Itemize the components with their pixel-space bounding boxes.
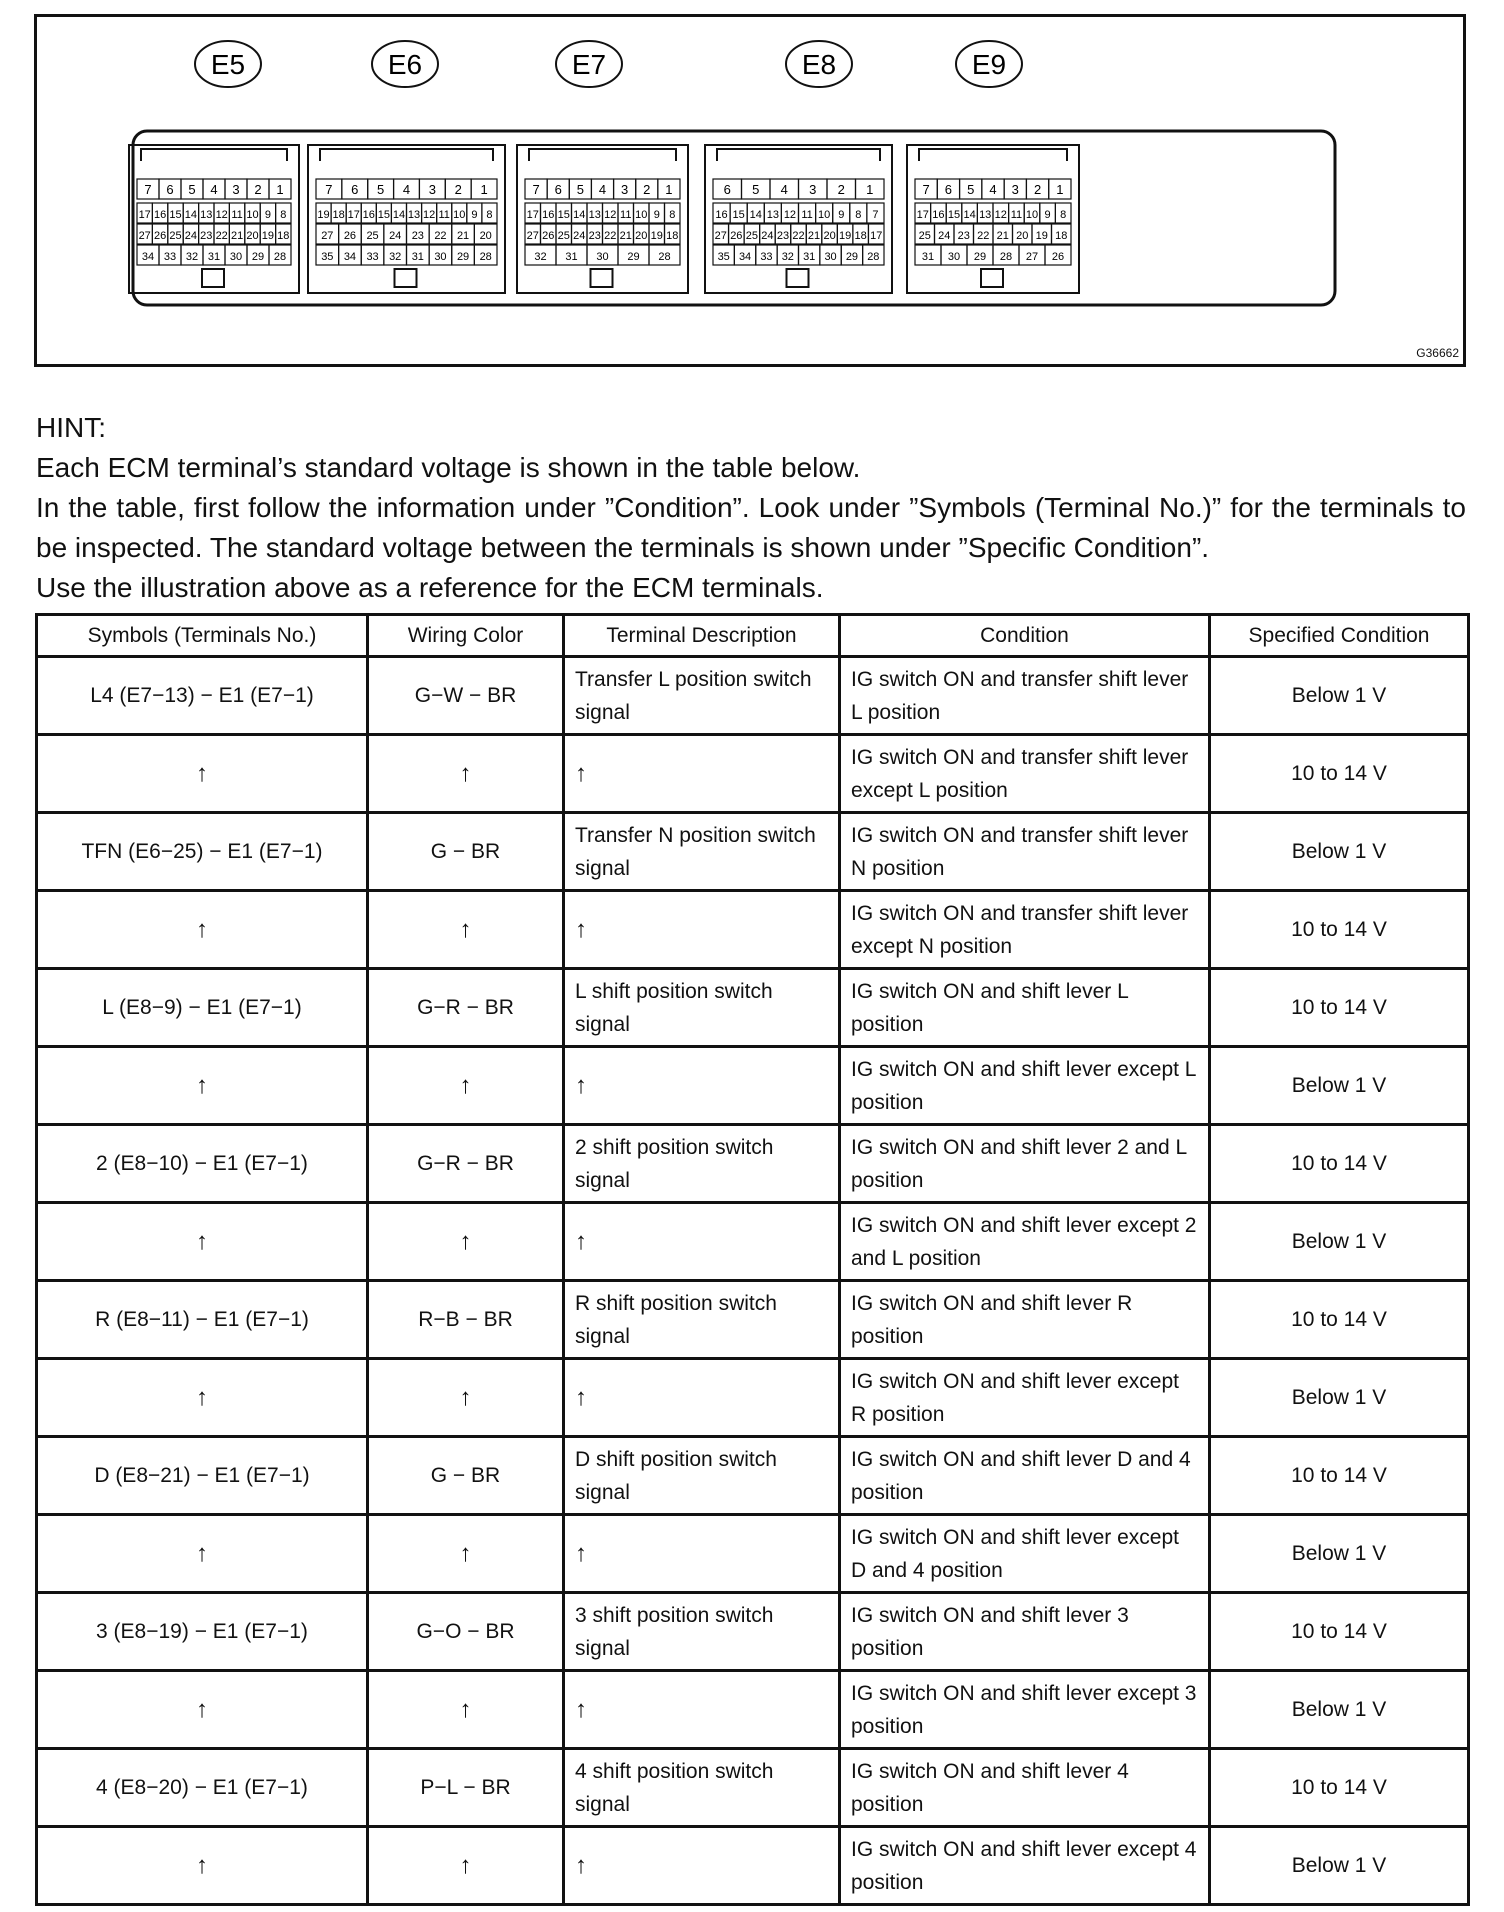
terminal-number: 10 xyxy=(635,209,648,221)
header-symbols: Symbols (Terminals No.) xyxy=(37,615,368,657)
terminal-number: 12 xyxy=(994,209,1007,221)
terminal-number: 8 xyxy=(1060,209,1067,221)
terminal-number: 27 xyxy=(1025,251,1039,263)
table-row xyxy=(37,1437,1469,1515)
cell-symbols: L (E8−9) − E1 (E7−1) xyxy=(37,969,368,1047)
terminal-number: 9 xyxy=(1044,209,1051,221)
terminal-number: 27 xyxy=(321,230,334,242)
connector-label: E5 xyxy=(210,49,246,80)
terminal-number: 31 xyxy=(411,251,424,263)
cell-wiring-color: ↑ xyxy=(368,1827,564,1905)
cell-condition: IG switch ON and shift lever 3 position xyxy=(840,1593,1210,1671)
table-row xyxy=(37,1749,1469,1827)
terminal-number: 30 xyxy=(824,251,837,263)
terminal-number: 29 xyxy=(456,251,470,263)
terminal-number: 7 xyxy=(922,182,930,197)
terminal-number: 31 xyxy=(803,251,816,263)
terminal-number: 5 xyxy=(576,182,584,197)
terminal-number: 34 xyxy=(343,251,357,263)
terminal-number: 4 xyxy=(780,182,788,197)
cell-specified-condition: 10 to 14 V xyxy=(1210,735,1469,813)
terminal-number: 33 xyxy=(366,251,379,263)
terminal-number: 31 xyxy=(921,251,935,263)
terminal-number: 32 xyxy=(534,251,547,263)
cell-specified-condition: 10 to 14 V xyxy=(1210,891,1469,969)
terminal-number: 30 xyxy=(229,251,243,263)
hint-line-2: In the table, first follow the information under ”Condition”. Look under ”Symbols (Terminal No.)” for the terminals to be inspected. The standard voltage between the terminals is shown under ”Specific Condition”. xyxy=(36,492,1466,563)
terminal-number: 13 xyxy=(588,209,601,221)
cell-terminal-description: 3 shift position switch signal xyxy=(564,1593,840,1671)
terminal-number: 2 xyxy=(643,182,651,197)
table-row xyxy=(37,1515,1469,1593)
terminal-number: 12 xyxy=(604,209,617,221)
terminal-number: 11 xyxy=(801,209,813,221)
terminal-number: 12 xyxy=(423,209,436,221)
terminal-number: 33 xyxy=(760,251,773,263)
terminal-number: 31 xyxy=(207,251,221,263)
terminal-number: 13 xyxy=(979,209,992,221)
connector-key xyxy=(591,269,613,287)
cell-condition: IG switch ON and shift lever R position xyxy=(840,1281,1210,1359)
terminal-number: 25 xyxy=(169,230,182,242)
terminal-number: 22 xyxy=(434,230,447,242)
table-row xyxy=(37,1671,1469,1749)
terminal-number: 5 xyxy=(752,182,760,197)
terminal-number: 1 xyxy=(276,182,284,197)
terminal-number: 24 xyxy=(938,230,951,242)
terminal-number: 7 xyxy=(872,209,879,221)
cell-condition: IG switch ON and shift lever except L position xyxy=(840,1047,1210,1125)
terminal-number: 14 xyxy=(392,209,406,221)
terminal-number: 10 xyxy=(246,209,259,221)
terminal-number: 8 xyxy=(669,209,676,221)
cell-symbols: ↑ xyxy=(37,1827,368,1905)
cell-symbols: ↑ xyxy=(37,891,368,969)
terminal-number: 10 xyxy=(453,209,466,221)
terminal-number: 32 xyxy=(185,251,199,263)
terminal-number: 17 xyxy=(347,209,360,221)
connector-label: E6 xyxy=(387,49,423,80)
terminal-number: 15 xyxy=(732,209,745,221)
connector-key xyxy=(395,269,417,287)
connector-label: E7 xyxy=(571,49,607,80)
terminal-number: 4 xyxy=(598,182,607,197)
terminal-number: 23 xyxy=(776,230,790,242)
cell-wiring-color: R−B − BR xyxy=(368,1281,564,1359)
terminal-voltage-table xyxy=(35,613,1470,1906)
terminal-number: 16 xyxy=(153,209,167,221)
terminal-number: 23 xyxy=(588,230,601,242)
cell-terminal-description: ↑ xyxy=(564,1359,840,1437)
terminal-number: 6 xyxy=(554,182,562,197)
terminal-number: 14 xyxy=(963,209,976,221)
cell-symbols: D (E8−21) − E1 (E7−1) xyxy=(37,1437,368,1515)
terminal-number: 25 xyxy=(745,230,758,242)
terminal-number: 8 xyxy=(855,209,862,221)
cell-specified-condition: Below 1 V xyxy=(1210,1047,1469,1125)
connector-latch xyxy=(717,149,880,161)
terminal-number: 28 xyxy=(867,251,880,263)
terminal-number: 18 xyxy=(666,230,679,242)
terminal-number: 14 xyxy=(184,209,198,221)
terminal-number: 7 xyxy=(144,182,152,197)
terminal-number: 5 xyxy=(967,182,975,197)
terminal-number: 20 xyxy=(246,230,259,242)
connector-key xyxy=(202,269,224,287)
connector-latch xyxy=(141,149,287,161)
terminal-number: 25 xyxy=(557,230,570,242)
terminal-number: 11 xyxy=(438,209,450,221)
terminal-number: 28 xyxy=(273,251,287,263)
connector-e6 xyxy=(308,41,505,293)
terminal-number: 13 xyxy=(407,209,421,221)
terminal-number: 24 xyxy=(184,230,198,242)
cell-specified-condition: Below 1 V xyxy=(1210,1515,1469,1593)
terminal-number: 16 xyxy=(715,209,728,221)
terminal-number: 1 xyxy=(665,182,673,197)
terminal-number: 3 xyxy=(809,182,817,197)
terminal-number: 18 xyxy=(332,209,345,221)
hint-line-1: Each ECM terminal’s standard voltage is shown in the table below. xyxy=(36,452,861,483)
cell-specified-condition: 10 to 14 V xyxy=(1210,1437,1469,1515)
terminal-number: 28 xyxy=(999,251,1013,263)
terminal-number: 9 xyxy=(653,209,660,221)
terminal-number: 8 xyxy=(280,209,287,221)
terminal-number: 29 xyxy=(251,251,265,263)
terminal-number: 17 xyxy=(916,209,929,221)
cell-symbols: ↑ xyxy=(37,1515,368,1593)
terminal-number: 31 xyxy=(565,251,578,263)
cell-terminal-description: L shift position switch signal xyxy=(564,969,840,1047)
terminal-number: 30 xyxy=(596,251,609,263)
terminal-number: 27 xyxy=(138,230,151,242)
header-specified-condition: Specified Condition xyxy=(1210,615,1469,657)
cell-wiring-color: ↑ xyxy=(368,1515,564,1593)
terminal-number: 24 xyxy=(389,230,402,242)
cell-condition: IG switch ON and shift lever except D and 4 position xyxy=(840,1515,1210,1593)
cell-condition: IG switch ON and shift lever 4 position xyxy=(840,1749,1210,1827)
connector-latch xyxy=(529,149,676,161)
terminal-number: 6 xyxy=(944,182,953,197)
terminal-number: 32 xyxy=(781,251,794,263)
table-header-row xyxy=(37,615,1469,657)
terminal-number: 20 xyxy=(479,230,492,242)
terminal-number: 35 xyxy=(321,251,334,263)
hint-section xyxy=(36,408,1466,608)
terminal-number: 24 xyxy=(761,230,774,242)
terminal-number: 21 xyxy=(230,230,244,242)
connector-key xyxy=(787,269,809,287)
cell-terminal-description: D shift position switch signal xyxy=(564,1437,840,1515)
connector-key xyxy=(981,269,1003,287)
cell-symbols: 2 (E8−10) − E1 (E7−1) xyxy=(37,1125,368,1203)
table-row xyxy=(37,735,1469,813)
cell-specified-condition: 10 to 14 V xyxy=(1210,969,1469,1047)
terminal-number: 25 xyxy=(366,230,379,242)
cell-symbols: R (E8−11) − E1 (E7−1) xyxy=(37,1281,368,1359)
terminal-number: 34 xyxy=(141,251,155,263)
terminal-number: 29 xyxy=(845,251,859,263)
terminal-number: 26 xyxy=(542,230,555,242)
terminal-number: 1 xyxy=(480,182,488,197)
terminal-number: 2 xyxy=(1033,182,1042,197)
terminal-number: 16 xyxy=(362,209,375,221)
header-wiring-color: Wiring Color xyxy=(368,615,564,657)
terminal-number: 7 xyxy=(532,182,540,197)
cell-terminal-description: ↑ xyxy=(564,735,840,813)
figure-code: G36662 xyxy=(1416,346,1459,360)
terminal-number: 23 xyxy=(200,230,213,242)
cell-terminal-description: Transfer L position switch signal xyxy=(564,657,840,735)
terminal-number: 26 xyxy=(153,230,167,242)
terminal-number: 17 xyxy=(526,209,539,221)
cell-symbols: ↑ xyxy=(37,735,368,813)
table-row xyxy=(37,1125,1469,1203)
table-row xyxy=(37,891,1469,969)
terminal-number: 1 xyxy=(1056,182,1064,197)
terminal-number: 27 xyxy=(526,230,539,242)
table-row xyxy=(37,1827,1469,1905)
terminal-number: 4 xyxy=(210,182,218,197)
terminal-number: 19 xyxy=(650,230,663,242)
terminal-number: 3 xyxy=(1011,182,1019,197)
cell-condition: IG switch ON and transfer shift lever except L position xyxy=(840,735,1210,813)
cell-terminal-description: Transfer N position switch signal xyxy=(564,813,840,891)
terminal-number: 26 xyxy=(343,230,357,242)
table-row xyxy=(37,1047,1469,1125)
terminal-number: 3 xyxy=(232,182,240,197)
terminal-number: 19 xyxy=(317,209,330,221)
terminal-number: 1 xyxy=(866,182,874,197)
terminal-number: 20 xyxy=(635,230,648,242)
terminal-number: 21 xyxy=(456,230,470,242)
terminal-number: 21 xyxy=(619,230,632,242)
terminal-number: 20 xyxy=(823,230,836,242)
terminal-number: 5 xyxy=(188,182,196,197)
cell-condition: IG switch ON and shift lever 2 and L position xyxy=(840,1125,1210,1203)
terminal-number: 18 xyxy=(854,230,867,242)
cell-specified-condition: Below 1 V xyxy=(1210,1359,1469,1437)
terminal-number: 15 xyxy=(377,209,390,221)
cell-specified-condition: Below 1 V xyxy=(1210,1671,1469,1749)
terminal-number: 32 xyxy=(389,251,402,263)
cell-terminal-description: 4 shift position switch signal xyxy=(564,1749,840,1827)
cell-wiring-color: ↑ xyxy=(368,1203,564,1281)
cell-terminal-description: R shift position switch signal xyxy=(564,1281,840,1359)
terminal-number: 9 xyxy=(264,209,271,221)
cell-condition: IG switch ON and transfer shift lever L position xyxy=(840,657,1210,735)
terminal-number: 19 xyxy=(1035,230,1048,242)
terminal-number: 33 xyxy=(163,251,177,263)
connector-e9 xyxy=(907,41,1079,293)
terminal-number: 29 xyxy=(627,251,640,263)
terminal-number: 9 xyxy=(471,209,478,221)
table-row xyxy=(37,813,1469,891)
terminal-number: 17 xyxy=(870,230,883,242)
connector-e8 xyxy=(705,41,892,293)
cell-symbols: L4 (E7−13) − E1 (E7−1) xyxy=(37,657,368,735)
terminal-number: 4 xyxy=(402,182,411,197)
cell-specified-condition: Below 1 V xyxy=(1210,1203,1469,1281)
terminal-number: 13 xyxy=(200,209,213,221)
terminal-number: 16 xyxy=(542,209,555,221)
terminal-number: 15 xyxy=(557,209,570,221)
cell-wiring-color: G−O − BR xyxy=(368,1593,564,1671)
terminal-number: 9 xyxy=(838,209,845,221)
terminal-number: 28 xyxy=(479,251,492,263)
terminal-number: 21 xyxy=(996,230,1009,242)
cell-condition: IG switch ON and shift lever D and 4 position xyxy=(840,1437,1210,1515)
terminal-number: 12 xyxy=(215,209,228,221)
terminal-number: 26 xyxy=(730,230,743,242)
terminal-number: 10 xyxy=(818,209,831,221)
cell-condition: IG switch ON and transfer shift lever except N position xyxy=(840,891,1210,969)
terminal-number: 23 xyxy=(957,230,970,242)
terminal-number: 27 xyxy=(714,230,727,242)
connector-label: E9 xyxy=(971,49,1007,80)
cell-condition: IG switch ON and shift lever except 4 position xyxy=(840,1827,1210,1905)
terminal-number: 6 xyxy=(723,182,731,197)
terminal-number: 30 xyxy=(434,251,447,263)
terminal-number: 7 xyxy=(325,182,333,197)
terminal-number: 26 xyxy=(1051,251,1065,263)
terminal-number: 11 xyxy=(231,209,243,221)
terminal-number: 6 xyxy=(166,182,174,197)
cell-wiring-color: G−W − BR xyxy=(368,657,564,735)
terminal-number: 11 xyxy=(620,209,632,221)
terminal-number: 22 xyxy=(792,230,805,242)
cell-condition: IG switch ON and shift lever L position xyxy=(840,969,1210,1047)
cell-wiring-color: G−R − BR xyxy=(368,969,564,1047)
cell-symbols: ↑ xyxy=(37,1359,368,1437)
cell-wiring-color: G−R − BR xyxy=(368,1125,564,1203)
connector-latch xyxy=(320,149,493,161)
cell-terminal-description: ↑ xyxy=(564,1047,840,1125)
cell-specified-condition: 10 to 14 V xyxy=(1210,1593,1469,1671)
table-row xyxy=(37,1203,1469,1281)
hint-title: HINT: xyxy=(36,412,106,443)
terminal-number: 15 xyxy=(169,209,182,221)
terminal-number: 11 xyxy=(1010,209,1023,221)
cell-symbols: 3 (E8−19) − E1 (E7−1) xyxy=(37,1593,368,1671)
cell-terminal-description: ↑ xyxy=(564,1203,840,1281)
cell-terminal-description: 2 shift position switch signal xyxy=(564,1125,840,1203)
connector-diagram xyxy=(37,17,1463,364)
terminal-number: 30 xyxy=(947,251,961,263)
cell-symbols: 4 (E8−20) − E1 (E7−1) xyxy=(37,1749,368,1827)
table-row xyxy=(37,1359,1469,1437)
ecm-connector-illustration xyxy=(34,14,1466,367)
terminal-number: 15 xyxy=(947,209,961,221)
cell-terminal-description: ↑ xyxy=(564,891,840,969)
connector-e7 xyxy=(517,41,688,293)
terminal-number: 21 xyxy=(807,230,821,242)
terminal-number: 25 xyxy=(918,230,931,242)
cell-wiring-color: G − BR xyxy=(368,1437,564,1515)
header-condition: Condition xyxy=(840,615,1210,657)
cell-condition: IG switch ON and shift lever except 2 and L position xyxy=(840,1203,1210,1281)
terminal-number: 22 xyxy=(977,230,990,242)
terminal-number: 8 xyxy=(486,209,493,221)
connector-latch xyxy=(919,149,1067,161)
terminal-number: 16 xyxy=(932,209,945,221)
cell-condition: IG switch ON and shift lever except 3 position xyxy=(840,1671,1210,1749)
cell-symbols: ↑ xyxy=(37,1203,368,1281)
terminal-number: 10 xyxy=(1025,209,1039,221)
cell-specified-condition: Below 1 V xyxy=(1210,657,1469,735)
terminal-number: 5 xyxy=(377,182,385,197)
terminal-number: 6 xyxy=(351,182,359,197)
cell-symbols: ↑ xyxy=(37,1671,368,1749)
hint-line-3: Use the illustration above as a reference for the ECM terminals. xyxy=(36,572,824,603)
terminal-number: 19 xyxy=(839,230,852,242)
cell-wiring-color: ↑ xyxy=(368,1359,564,1437)
terminal-number: 4 xyxy=(989,182,997,197)
terminal-number: 13 xyxy=(766,209,779,221)
table-row xyxy=(37,657,1469,735)
cell-wiring-color: ↑ xyxy=(368,735,564,813)
connector-label: E8 xyxy=(801,49,837,80)
table-row xyxy=(37,1593,1469,1671)
cell-terminal-description: ↑ xyxy=(564,1827,840,1905)
terminal-number: 18 xyxy=(277,230,290,242)
cell-wiring-color: P−L − BR xyxy=(368,1749,564,1827)
cell-wiring-color: ↑ xyxy=(368,1671,564,1749)
terminal-number: 20 xyxy=(1016,230,1029,242)
terminal-number: 2 xyxy=(254,182,262,197)
cell-wiring-color: ↑ xyxy=(368,1047,564,1125)
terminal-number: 22 xyxy=(604,230,617,242)
terminal-number: 14 xyxy=(573,209,586,221)
connector-e5 xyxy=(129,41,299,293)
cell-condition: IG switch ON and shift lever except R position xyxy=(840,1359,1210,1437)
terminal-number: 22 xyxy=(215,230,228,242)
terminal-number: 28 xyxy=(658,251,671,263)
terminal-number: 18 xyxy=(1055,230,1068,242)
cell-condition: IG switch ON and transfer shift lever N position xyxy=(840,813,1210,891)
terminal-number: 24 xyxy=(573,230,586,242)
cell-specified-condition: Below 1 V xyxy=(1210,813,1469,891)
terminal-number: 34 xyxy=(738,251,752,263)
terminal-number: 14 xyxy=(749,209,762,221)
terminal-number: 12 xyxy=(783,209,797,221)
cell-symbols: ↑ xyxy=(37,1047,368,1125)
terminal-number: 2 xyxy=(837,182,845,197)
header-terminal-description: Terminal Description xyxy=(564,615,840,657)
terminal-number: 3 xyxy=(428,182,436,197)
cell-wiring-color: ↑ xyxy=(368,891,564,969)
cell-specified-condition: 10 to 14 V xyxy=(1210,1125,1469,1203)
terminal-number: 29 xyxy=(973,251,987,263)
terminal-number: 23 xyxy=(411,230,424,242)
cell-specified-condition: 10 to 14 V xyxy=(1210,1281,1469,1359)
terminal-number: 35 xyxy=(717,251,730,263)
table-row xyxy=(37,1281,1469,1359)
cell-specified-condition: 10 to 14 V xyxy=(1210,1749,1469,1827)
terminal-number: 3 xyxy=(621,182,629,197)
terminal-number: 17 xyxy=(138,209,151,221)
terminal-number: 19 xyxy=(261,230,275,242)
table-row xyxy=(37,969,1469,1047)
cell-terminal-description: ↑ xyxy=(564,1671,840,1749)
terminal-number: 2 xyxy=(454,182,462,197)
cell-wiring-color: G − BR xyxy=(368,813,564,891)
cell-terminal-description: ↑ xyxy=(564,1515,840,1593)
cell-specified-condition: Below 1 V xyxy=(1210,1827,1469,1905)
cell-symbols: TFN (E6−25) − E1 (E7−1) xyxy=(37,813,368,891)
